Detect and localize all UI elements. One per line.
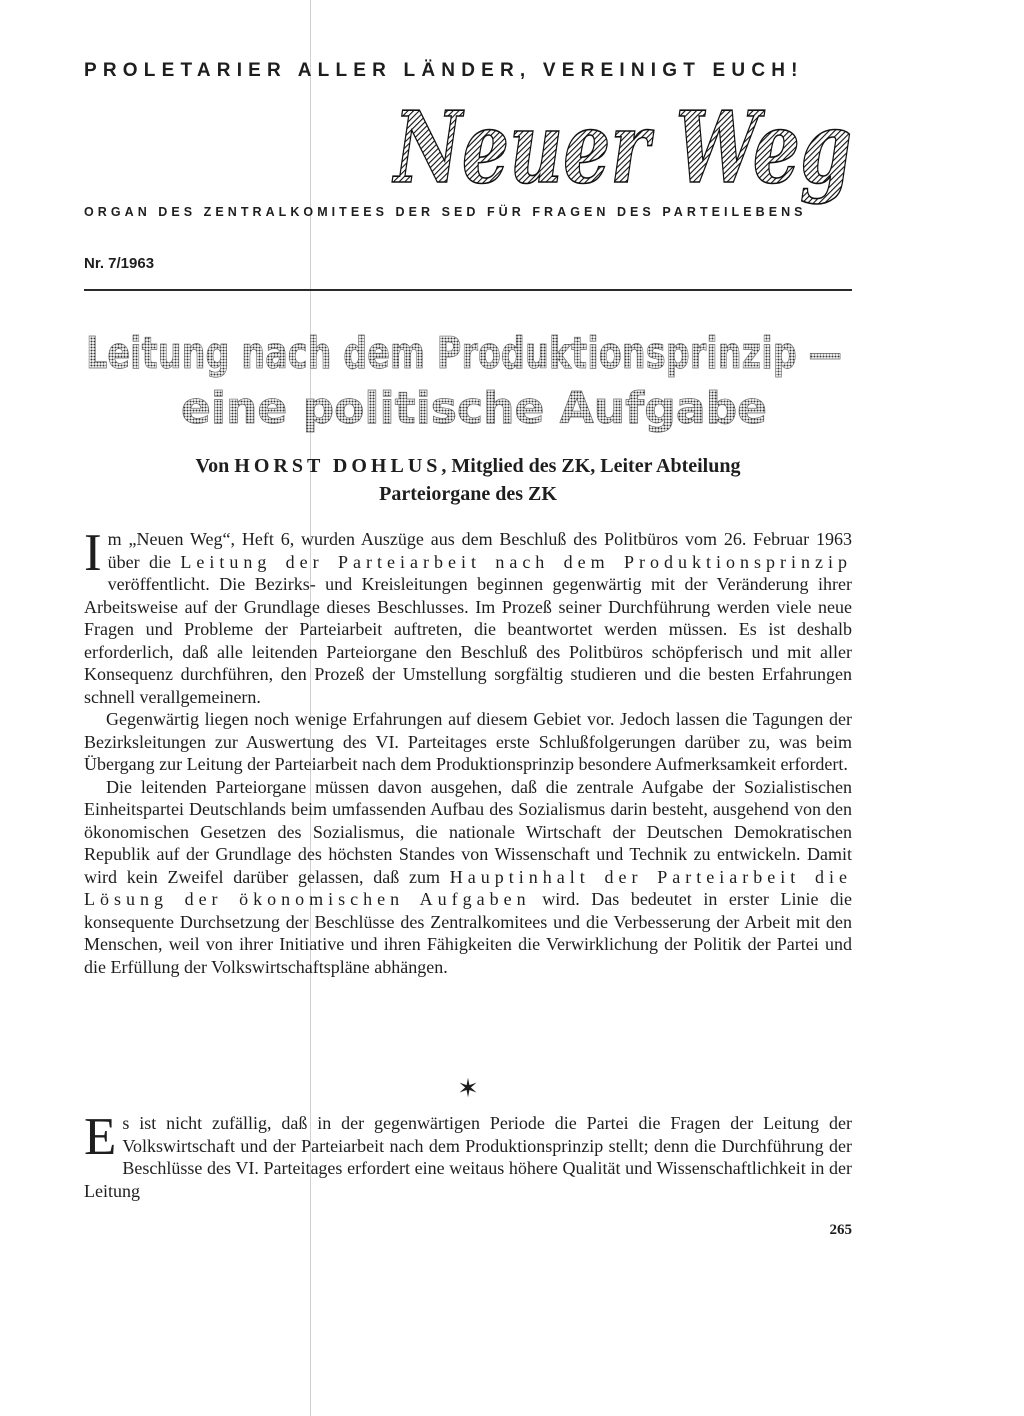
paragraph-1-text-b: veröffentlicht. Die Bezirks- und Kreisleitungen beginnen gegenwärtig mit der Veränderung ihrer Arbeitsweise auf der Grundlage dieses Beschlusses. Im Prozeß seiner Durchführung werden viele neue Fragen und Probleme der Parteiarbeit auftreten, die beantwortet werden müssen. Es ist deshalb erforderlich, daß alle leitenden Parteiorgane den Beschluß des Politbüros schöpferisch und mit aller Konsequenz durchführen, den Prozeß der Umstellung sorgfältig studieren und die besten Erfahrungen schnell verallgemeinern. — [84, 574, 852, 707]
header-motto: PROLETARIER ALLER LÄNDER, VEREINIGT EUCH! — [84, 60, 804, 81]
byline-prefix: Von — [195, 455, 235, 477]
headline-line-1: Leitung nach dem Produktionsprinzip — — [86, 328, 842, 379]
byline-line-2: Parteiorgane des ZK — [379, 483, 557, 505]
article-byline — [84, 452, 852, 508]
section-separator-star: ✶ — [457, 1074, 479, 1103]
paragraph-1 — [84, 524, 852, 708]
issue-number: Nr. 7/1963 — [84, 255, 155, 272]
byline-line-1 — [84, 452, 852, 480]
masthead-title-text: Neuer Weg — [391, 91, 852, 206]
headline-line-2: eine politische Aufgabe — [181, 383, 768, 434]
article-body-part-1 — [84, 524, 852, 978]
article-body-part-2 — [84, 1108, 852, 1202]
byline-suffix: , Mitglied des ZK, Leiter Abteilung — [441, 455, 741, 477]
paragraph-4-text: s ist nicht zufällig, daß in der gegenwärtigen Periode die Partei die Fragen der Leitung der Volkswirtschaft und der Parteiarbeit nach dem Produktionsprinzip stellt; denn die Durchführung der Beschlüsse des VI. Parteitages erfordert eine weitaus höhere Qualität und Wissenschaftlichkeit in der Leitung — [84, 1113, 852, 1201]
paragraph-3 — [84, 776, 852, 979]
byline-author: HORST DOHLUS — [234, 455, 442, 477]
paragraph-1-spaced-text: Leitung der Parteiarbeit nach dem Produktionsprinzip — [180, 551, 852, 572]
dropcap-e: E — [84, 1108, 117, 1166]
paragraph-2: Gegenwärtig liegen noch wenige Erfahrungen auf diesem Gebiet vor. Jedoch lassen die Tagungen der Bezirksleitungen zur Auswertung des VI. Parteitages erste Schlußfolgerungen darüber zu, was beim Übergang zur Leitung der Parteiarbeit nach dem Produktionsprinzip besondere Aufmerksamkeit erfordert. — [84, 709, 852, 774]
masthead-title — [388, 91, 858, 206]
header-rule — [84, 289, 852, 291]
paragraph-4 — [84, 1108, 852, 1202]
page-number: 265 — [829, 1222, 852, 1238]
paragraph-3-spaced-text: Hauptinhalt der Parteiarbeit die Lösung der ökonomischen Aufgaben — [84, 866, 852, 909]
paragraph-3-text-a: Die leitenden Parteiorgane müssen davon ausgehen, daß die zentrale Aufgabe der Sozialistischen Einheitspartei Deutschlands beim umfassenden Aufbau des Sozialismus darin besteht, ausgehend von den ökonomischen Gesetzen des Sozialismus, die nationale Wirtschaft der Deutschen Demokratischen Republik auf der Grundlage des höchsten Standes von Wissenschaft und Technik zu entwickeln. Damit wird kein Zweifel darüber gelassen, daß zum — [84, 776, 852, 887]
dropcap-i: I — [84, 524, 102, 582]
header-organ: ORGAN DES ZENTRALKOMITEES DER SED FÜR FRAGEN DES PARTEILEBENS — [84, 205, 807, 219]
article-headline — [84, 322, 852, 434]
paragraph-3-text-b: wird. Das bedeutet in erster Linie die konsequente Durchsetzung der Beschlüsse des Zentralkomitees und die Verbesserung der Arbeit mit den Menschen, weil von ihrer Initiative und ihren Fähigkeiten die Verwirklichung der Politik der Partei und die Erfüllung der Volkswirtschaftspläne abhängen. — [84, 889, 852, 977]
paragraph-1-text-a: m „Neuen Weg“, Heft 6, wurden Auszüge aus dem Beschluß des Politbüros vom 26. Februar 1963 über die — [107, 529, 852, 572]
